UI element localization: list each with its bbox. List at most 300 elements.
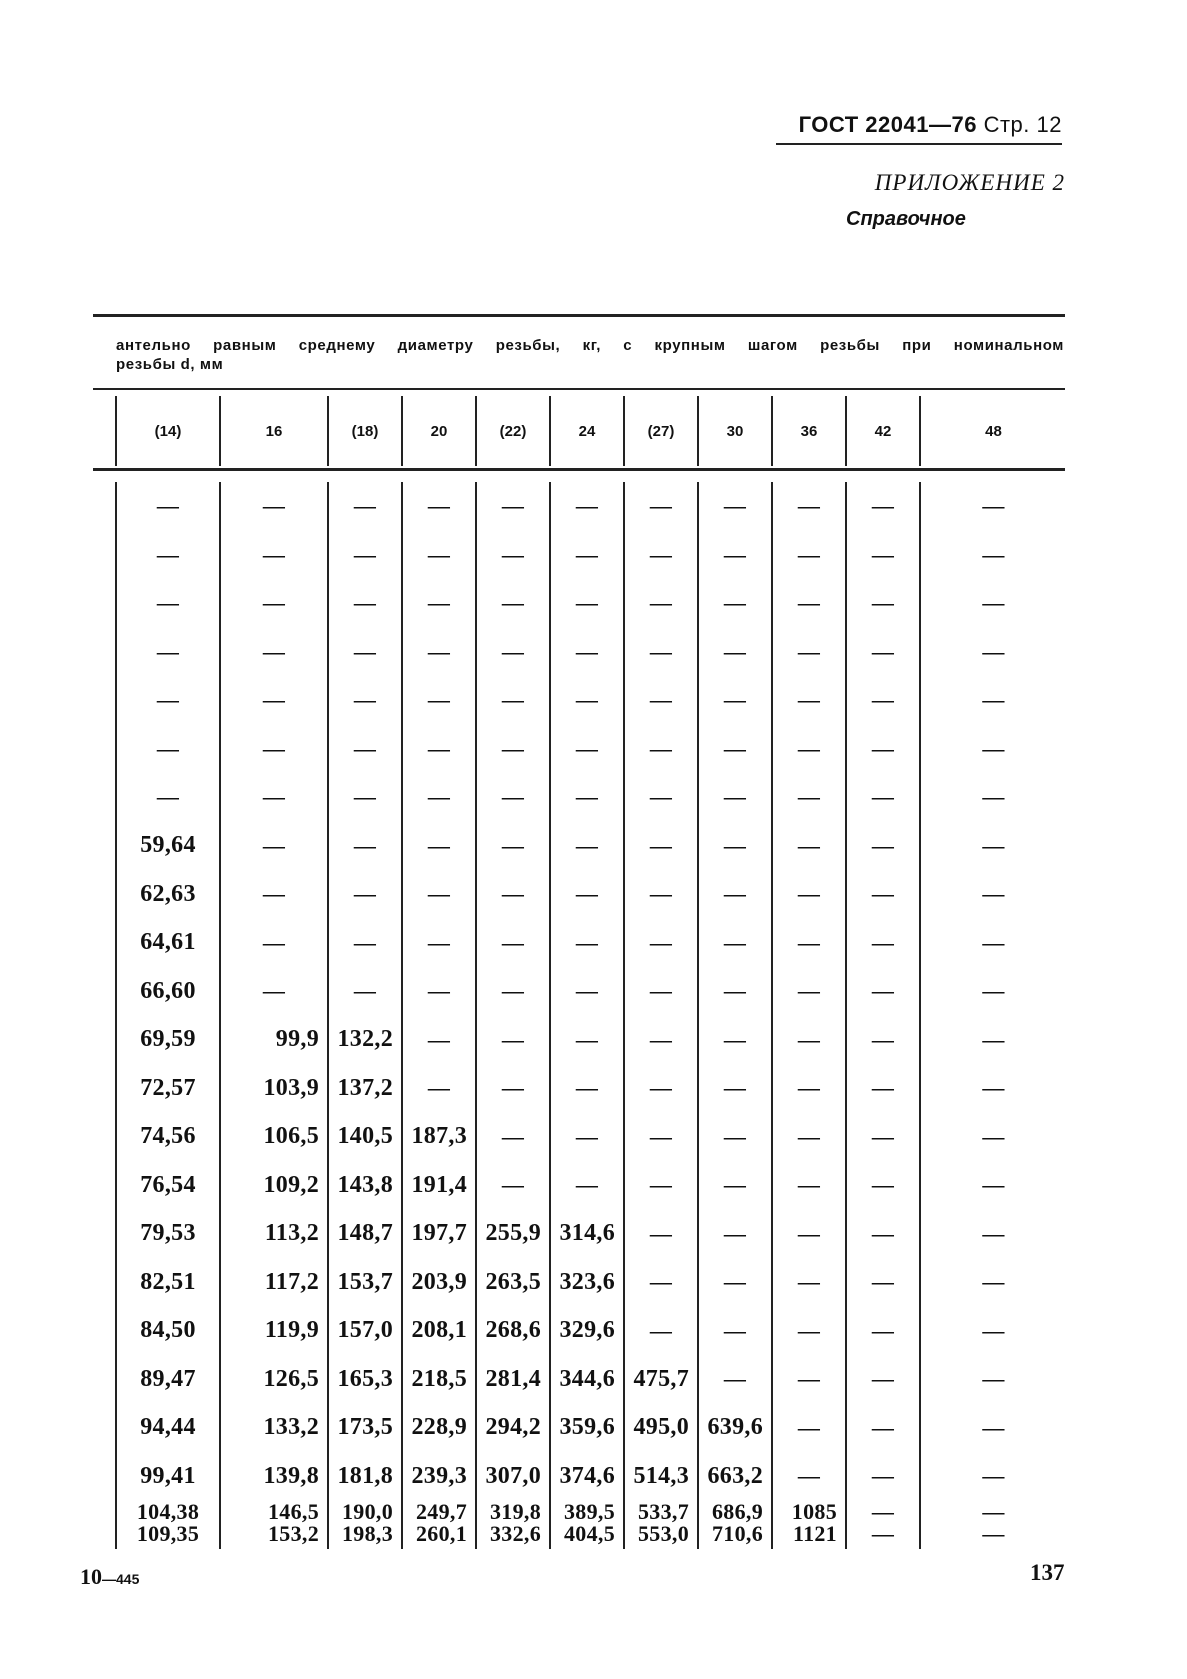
table-cell: — [920, 967, 1066, 1016]
table-cell: — [698, 676, 772, 725]
table-cell: — [698, 1258, 772, 1307]
table-cell: — [624, 1307, 698, 1356]
table-cell: — [550, 1064, 624, 1113]
table-cell: — [698, 1161, 772, 1210]
table-cell: — [920, 870, 1066, 919]
table-cell: — [698, 531, 772, 580]
table-cell: — [116, 725, 220, 774]
table-cell: 59,64 [116, 822, 220, 871]
column-header: (18) [328, 396, 402, 466]
caption-line-2: резьбы d, мм [116, 356, 224, 373]
table-cell: — [476, 773, 550, 822]
document-code [799, 112, 1062, 138]
table-cell: 197,7 [402, 1210, 476, 1259]
page-label: Стр. 12 [983, 112, 1062, 137]
table-cell: — [402, 919, 476, 968]
table-cell: — [920, 1523, 1066, 1549]
table-cell: — [476, 579, 550, 628]
table-row [116, 1113, 1066, 1162]
table-cell: 157,0 [328, 1307, 402, 1356]
table-cell: — [116, 482, 220, 531]
table-cell: — [220, 531, 328, 580]
table-cell: — [772, 482, 846, 531]
table-cell: — [772, 1452, 846, 1501]
table-row [116, 725, 1066, 774]
table-cell: — [550, 822, 624, 871]
table-cell: — [772, 579, 846, 628]
table-cell: 190,0 [328, 1501, 402, 1523]
table-cell: 109,2 [220, 1161, 328, 1210]
table-cell: — [220, 676, 328, 725]
table-cell: 99,9 [220, 1016, 328, 1065]
table-cell: — [328, 482, 402, 531]
table-cell: — [920, 628, 1066, 677]
table-cell: — [920, 822, 1066, 871]
table-cell: — [846, 628, 920, 677]
table-cell: — [698, 482, 772, 531]
table-cell: 173,5 [328, 1404, 402, 1453]
table-cell: — [476, 1064, 550, 1113]
table-cell: 495,0 [624, 1404, 698, 1453]
table-cell: 104,38 [116, 1501, 220, 1523]
table-cell: 281,4 [476, 1355, 550, 1404]
table-cell: — [402, 676, 476, 725]
table-cell: — [328, 822, 402, 871]
table-cell: — [220, 725, 328, 774]
table-cell: — [772, 1016, 846, 1065]
column-header: (27) [624, 396, 698, 466]
table-cell: 249,7 [402, 1501, 476, 1523]
table-cell: — [220, 822, 328, 871]
table-cell: — [550, 725, 624, 774]
table-cell: 314,6 [550, 1210, 624, 1259]
table-cell: 1121 [772, 1523, 846, 1549]
column-header: 42 [846, 396, 920, 466]
table-cell: — [846, 919, 920, 968]
table-cell: 117,2 [220, 1258, 328, 1307]
table-cell: 187,3 [402, 1113, 476, 1162]
table-row [116, 919, 1066, 968]
table-cell: 255,9 [476, 1210, 550, 1259]
table-cell: — [328, 919, 402, 968]
table-cell: — [772, 870, 846, 919]
table-cell: 514,3 [624, 1452, 698, 1501]
table-cell: — [220, 870, 328, 919]
table-cell: — [920, 1452, 1066, 1501]
table-cell: 389,5 [550, 1501, 624, 1523]
table-cell: 198,3 [328, 1523, 402, 1549]
table-cell: — [920, 1355, 1066, 1404]
table-cell: 113,2 [220, 1210, 328, 1259]
table-cell: — [846, 1307, 920, 1356]
table-cell: — [624, 531, 698, 580]
table-cell: 294,2 [476, 1404, 550, 1453]
table-cell: — [920, 1161, 1066, 1210]
table-cell: 62,63 [116, 870, 220, 919]
table-cell: — [220, 628, 328, 677]
page-number: 137 [1030, 1560, 1065, 1585]
table-cell: — [116, 676, 220, 725]
table-cell: 119,9 [220, 1307, 328, 1356]
table-row [116, 773, 1066, 822]
table-cell: 323,6 [550, 1258, 624, 1307]
table-cell: — [328, 531, 402, 580]
column-header: (14) [116, 396, 220, 466]
table-cell: 263,5 [476, 1258, 550, 1307]
table-row [116, 870, 1066, 919]
table-cell: — [920, 773, 1066, 822]
table-cell: — [698, 1210, 772, 1259]
table-cell: — [624, 1258, 698, 1307]
table-cell: — [920, 531, 1066, 580]
table-cell: — [698, 773, 772, 822]
table-cell: — [624, 1016, 698, 1065]
data-table [115, 482, 1066, 1549]
table-cell: 203,9 [402, 1258, 476, 1307]
table-cell: — [772, 1404, 846, 1453]
table-cell: — [772, 1210, 846, 1259]
table-cell: 553,0 [624, 1523, 698, 1549]
table-row [116, 1501, 1066, 1523]
table-cell: — [476, 967, 550, 1016]
table-cell: — [846, 1016, 920, 1065]
table-cell: 228,9 [402, 1404, 476, 1453]
table-cell: — [476, 822, 550, 871]
table-cell: — [772, 628, 846, 677]
table-cell: — [624, 725, 698, 774]
table-cell: 218,5 [402, 1355, 476, 1404]
table-cell: — [476, 1016, 550, 1065]
table-cell: — [116, 628, 220, 677]
table-cell: — [772, 725, 846, 774]
table-cell: — [846, 1064, 920, 1113]
table-cell: — [550, 676, 624, 725]
table-cell: 148,7 [328, 1210, 402, 1259]
table-row [116, 1452, 1066, 1501]
table-cell: 66,60 [116, 967, 220, 1016]
table-cell: 359,6 [550, 1404, 624, 1453]
table-cell: — [772, 1064, 846, 1113]
table-cell: — [402, 822, 476, 871]
table-cell: 132,2 [328, 1016, 402, 1065]
table-cell: — [402, 1064, 476, 1113]
table-cell: — [920, 579, 1066, 628]
table-row [116, 967, 1066, 1016]
table-row [116, 531, 1066, 580]
table-row [116, 579, 1066, 628]
table-cell: — [550, 628, 624, 677]
column-header: 30 [698, 396, 772, 466]
table-cell: 260,1 [402, 1523, 476, 1549]
table-cell: — [550, 967, 624, 1016]
column-header: 16 [220, 396, 328, 466]
table-cell: 109,35 [116, 1523, 220, 1549]
column-header: (22) [476, 396, 550, 466]
table-cell: 475,7 [624, 1355, 698, 1404]
table-cell: — [550, 531, 624, 580]
table-cell: — [920, 1404, 1066, 1453]
table-cell: — [624, 676, 698, 725]
table-cell: 64,61 [116, 919, 220, 968]
table-cell: — [402, 967, 476, 1016]
table-cell: 133,2 [220, 1404, 328, 1453]
table-cell: 307,0 [476, 1452, 550, 1501]
table-cell: — [220, 773, 328, 822]
table-cell: — [698, 579, 772, 628]
table-cell: — [920, 1307, 1066, 1356]
table-cell: 208,1 [402, 1307, 476, 1356]
column-header: 36 [772, 396, 846, 466]
table-cell: — [624, 628, 698, 677]
table-cell: 94,44 [116, 1404, 220, 1453]
table-cell: — [772, 1355, 846, 1404]
table-cell: 140,5 [328, 1113, 402, 1162]
table-header [115, 396, 1066, 466]
table-cell: — [846, 1355, 920, 1404]
table-cell: — [846, 1452, 920, 1501]
table-cell: — [920, 482, 1066, 531]
table-cell: — [920, 1210, 1066, 1259]
table-cell: — [402, 531, 476, 580]
column-header: 48 [920, 396, 1066, 466]
table-cell: — [920, 1258, 1066, 1307]
table-cell: — [772, 676, 846, 725]
table-cell: — [624, 822, 698, 871]
table-cell: — [846, 1210, 920, 1259]
table-cell: — [476, 1113, 550, 1162]
table-cell: 89,47 [116, 1355, 220, 1404]
table-cell: 74,56 [116, 1113, 220, 1162]
table-cell: 137,2 [328, 1064, 402, 1113]
table-cell: — [476, 870, 550, 919]
print-code [80, 1564, 139, 1590]
table-cell: — [624, 967, 698, 1016]
table-cell: — [772, 919, 846, 968]
table-caption [116, 336, 1064, 374]
table-row [116, 1161, 1066, 1210]
table-cell: — [402, 628, 476, 677]
table-cell: — [476, 676, 550, 725]
table-cell: — [698, 967, 772, 1016]
table-cell: — [402, 579, 476, 628]
table-cell: 239,3 [402, 1452, 476, 1501]
table-cell: — [476, 531, 550, 580]
table-cell: — [772, 822, 846, 871]
table-cell: — [476, 919, 550, 968]
table-cell: — [624, 1210, 698, 1259]
table-cell: — [624, 1161, 698, 1210]
table-cell: 165,3 [328, 1355, 402, 1404]
table-cell: — [698, 870, 772, 919]
table-cell: — [920, 1064, 1066, 1113]
table-cell: — [328, 870, 402, 919]
table-cell: — [476, 482, 550, 531]
table-cell: — [220, 919, 328, 968]
table-cell: 663,2 [698, 1452, 772, 1501]
table-cell: 72,57 [116, 1064, 220, 1113]
table-cell: — [476, 725, 550, 774]
header-rule [776, 143, 1062, 145]
table-cell: 69,59 [116, 1016, 220, 1065]
table-cell: 329,6 [550, 1307, 624, 1356]
table-cell: — [846, 1161, 920, 1210]
table-cell: — [624, 482, 698, 531]
table-cell: — [772, 1113, 846, 1162]
table-row [116, 1258, 1066, 1307]
table-cell: — [116, 579, 220, 628]
table-cell: — [328, 725, 402, 774]
print-code-sub: —445 [102, 1571, 140, 1587]
table-cell: — [772, 531, 846, 580]
table-cell: — [846, 579, 920, 628]
table-cell: — [550, 919, 624, 968]
table-cell: 686,9 [698, 1501, 772, 1523]
table-cell: — [920, 1113, 1066, 1162]
table-cell: — [772, 967, 846, 1016]
table-cell: — [624, 870, 698, 919]
table-cell: 84,50 [116, 1307, 220, 1356]
table-cell: — [116, 773, 220, 822]
caption-rule [93, 388, 1065, 390]
table-cell: 99,41 [116, 1452, 220, 1501]
table-cell: 106,5 [220, 1113, 328, 1162]
table-cell: 76,54 [116, 1161, 220, 1210]
table-cell: — [550, 1016, 624, 1065]
table-cell: — [772, 1258, 846, 1307]
table-cell: — [846, 1501, 920, 1523]
table-row [116, 1064, 1066, 1113]
table-cell: 126,5 [220, 1355, 328, 1404]
table-cell: — [698, 1355, 772, 1404]
table-cell: 153,2 [220, 1523, 328, 1549]
table-cell: 344,6 [550, 1355, 624, 1404]
table-cell: — [476, 1161, 550, 1210]
table-cell: — [846, 1404, 920, 1453]
table-row [116, 1016, 1066, 1065]
appendix-title: ПРИЛОЖЕНИЕ 2 [874, 170, 1065, 195]
table-cell: — [328, 773, 402, 822]
table-cell: — [846, 1258, 920, 1307]
table-cell: — [920, 1016, 1066, 1065]
table-cell: — [402, 482, 476, 531]
table-cell: — [402, 725, 476, 774]
table-cell: — [698, 1113, 772, 1162]
table-cell: 639,6 [698, 1404, 772, 1453]
table-cell: — [698, 1064, 772, 1113]
table-cell: 103,9 [220, 1064, 328, 1113]
table-row [116, 482, 1066, 531]
table-cell: 139,8 [220, 1452, 328, 1501]
table-cell: — [772, 1161, 846, 1210]
table-cell: — [328, 628, 402, 677]
table-row [116, 1404, 1066, 1453]
table-cell: — [920, 919, 1066, 968]
table-cell: — [328, 967, 402, 1016]
table-cell: — [220, 579, 328, 628]
table-cell: — [846, 725, 920, 774]
table-cell: 153,7 [328, 1258, 402, 1307]
table-cell: — [698, 1016, 772, 1065]
table-cell: 319,8 [476, 1501, 550, 1523]
table-top-rule [93, 314, 1065, 317]
table-cell: 79,53 [116, 1210, 220, 1259]
table-cell: — [920, 1501, 1066, 1523]
appendix-subtitle: Справочное [846, 208, 966, 230]
table-cell: — [698, 725, 772, 774]
header-row [116, 396, 1066, 466]
table-cell: — [402, 773, 476, 822]
table-cell: — [476, 628, 550, 677]
table-cell: — [698, 1307, 772, 1356]
table-cell: — [846, 967, 920, 1016]
caption-line-1: антельно равным среднему диаметру резьбы, кг, с крупным шагом резьбы при номинальном [116, 337, 1064, 354]
table-cell: — [624, 1113, 698, 1162]
print-code-main: 10 [80, 1564, 102, 1589]
table-row [116, 1355, 1066, 1404]
table-cell: — [624, 1064, 698, 1113]
table-cell: — [698, 822, 772, 871]
table-cell: — [328, 579, 402, 628]
table-cell: — [550, 579, 624, 628]
header-rule-bottom [93, 468, 1065, 471]
table-cell: 332,6 [476, 1523, 550, 1549]
table-cell: 404,5 [550, 1523, 624, 1549]
table-cell: 181,8 [328, 1452, 402, 1501]
table-cell: 146,5 [220, 1501, 328, 1523]
table-cell: — [402, 870, 476, 919]
table-cell: — [698, 628, 772, 677]
table-cell: — [550, 1113, 624, 1162]
table-cell: — [846, 531, 920, 580]
table-cell: 1085 [772, 1501, 846, 1523]
table-row [116, 822, 1066, 871]
column-header: 24 [550, 396, 624, 466]
table-cell: — [846, 482, 920, 531]
table-cell: — [550, 870, 624, 919]
table-cell: — [772, 773, 846, 822]
table-cell: 533,7 [624, 1501, 698, 1523]
table-cell: 143,8 [328, 1161, 402, 1210]
table-cell: — [550, 482, 624, 531]
table-row [116, 1210, 1066, 1259]
table-cell: — [402, 1016, 476, 1065]
table-cell: 374,6 [550, 1452, 624, 1501]
table-row [116, 1523, 1066, 1549]
table-cell: — [772, 1307, 846, 1356]
table-cell: — [550, 773, 624, 822]
table-row [116, 628, 1066, 677]
table-cell: — [624, 773, 698, 822]
table-row [116, 676, 1066, 725]
table-cell: — [920, 676, 1066, 725]
table-cell: — [698, 919, 772, 968]
table-cell: 82,51 [116, 1258, 220, 1307]
table-cell: 710,6 [698, 1523, 772, 1549]
table-cell: — [624, 579, 698, 628]
table-cell: — [920, 725, 1066, 774]
table-cell: — [550, 1161, 624, 1210]
table-cell: — [846, 822, 920, 871]
table-cell: — [220, 482, 328, 531]
table-row [116, 1307, 1066, 1356]
standard-number: ГОСТ 22041—76 [798, 112, 977, 137]
table-cell: — [846, 1113, 920, 1162]
table-cell: — [220, 967, 328, 1016]
table-cell: — [846, 676, 920, 725]
table-cell: 191,4 [402, 1161, 476, 1210]
table-cell: — [624, 919, 698, 968]
table-cell: — [846, 1523, 920, 1549]
